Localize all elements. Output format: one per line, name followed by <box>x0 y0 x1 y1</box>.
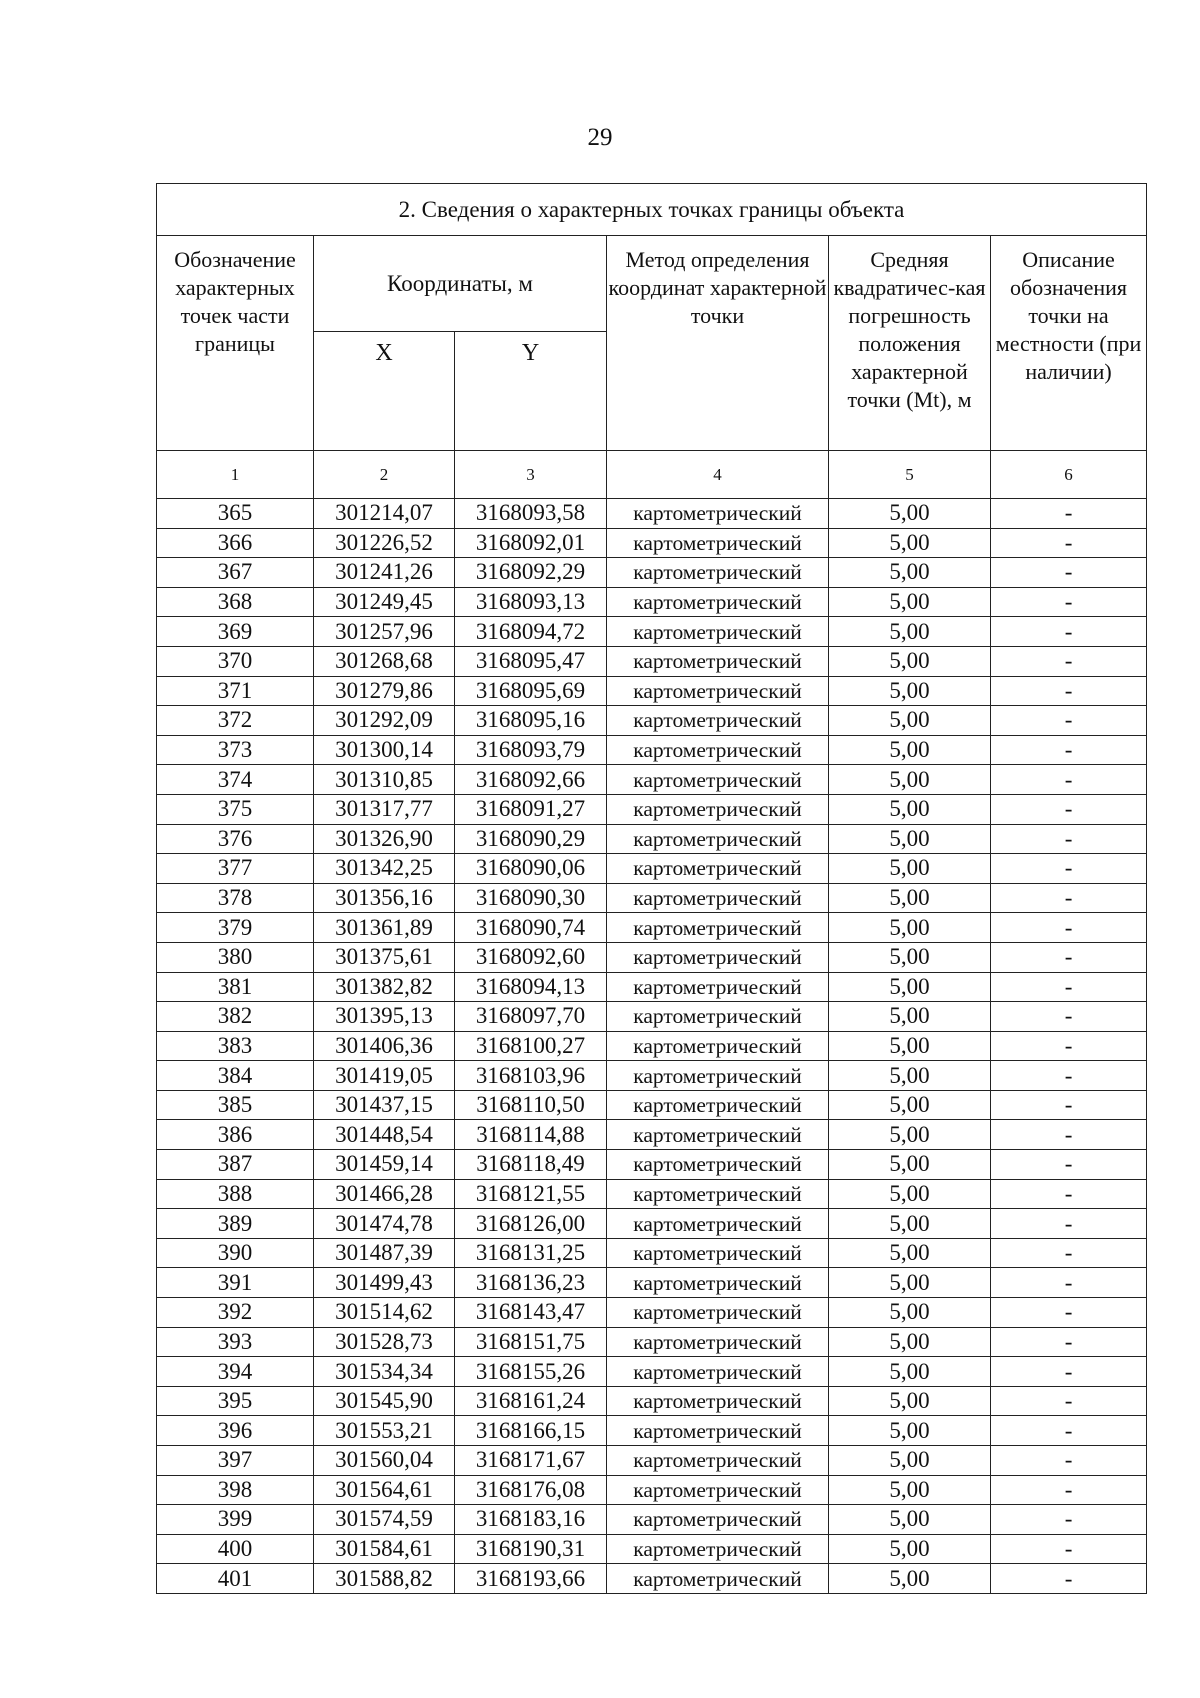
error-cell: 5,00 <box>829 1505 991 1535</box>
coord-y-cell: 3168093,58 <box>455 499 607 529</box>
coord-x-cell: 301528,73 <box>314 1327 455 1357</box>
point-id-cell: 377 <box>157 854 314 884</box>
error-cell: 5,00 <box>829 1534 991 1564</box>
error-cell: 5,00 <box>829 883 991 913</box>
point-id-cell: 384 <box>157 1061 314 1091</box>
method-cell: картометрический <box>607 1505 829 1535</box>
description-cell: - <box>991 1061 1147 1091</box>
method-cell: картометрический <box>607 1238 829 1268</box>
description-cell: - <box>991 1209 1147 1239</box>
error-cell: 5,00 <box>829 735 991 765</box>
coord-x-cell: 301406,36 <box>314 1031 455 1061</box>
point-id-cell: 395 <box>157 1386 314 1416</box>
error-cell: 5,00 <box>829 1298 991 1328</box>
table-row <box>157 1120 1147 1150</box>
coord-x-cell: 301342,25 <box>314 854 455 884</box>
error-cell: 5,00 <box>829 499 991 529</box>
error-cell: 5,00 <box>829 646 991 676</box>
table-row <box>157 735 1147 765</box>
description-cell: - <box>991 1179 1147 1209</box>
coord-y-cell: 3168151,75 <box>455 1327 607 1357</box>
point-id-cell: 370 <box>157 646 314 676</box>
error-cell: 5,00 <box>829 765 991 795</box>
header-coordinates: Координаты, м <box>314 236 607 332</box>
coord-x-cell: 301226,52 <box>314 528 455 558</box>
method-cell: картометрический <box>607 1268 829 1298</box>
coord-x-cell: 301300,14 <box>314 735 455 765</box>
table-row <box>157 1150 1147 1180</box>
method-cell: картометрический <box>607 1534 829 1564</box>
method-cell: картометрический <box>607 1357 829 1387</box>
error-cell: 5,00 <box>829 1416 991 1446</box>
description-cell: - <box>991 1298 1147 1328</box>
column-number: 6 <box>991 451 1147 499</box>
coord-x-cell: 301268,68 <box>314 646 455 676</box>
point-id-cell: 383 <box>157 1031 314 1061</box>
coord-y-cell: 3168131,25 <box>455 1238 607 1268</box>
point-id-cell: 396 <box>157 1416 314 1446</box>
method-cell: картометрический <box>607 1090 829 1120</box>
coord-y-cell: 3168091,27 <box>455 794 607 824</box>
method-cell: картометрический <box>607 1564 829 1594</box>
column-number: 1 <box>157 451 314 499</box>
coord-x-cell: 301361,89 <box>314 913 455 943</box>
error-cell: 5,00 <box>829 1268 991 1298</box>
coord-y-cell: 3168092,66 <box>455 765 607 795</box>
coord-x-cell: 301545,90 <box>314 1386 455 1416</box>
method-cell: картометрический <box>607 794 829 824</box>
table-row <box>157 942 1147 972</box>
header-method: Метод определения координат характерной точки <box>607 236 829 451</box>
table-row <box>157 1357 1147 1387</box>
coord-x-cell: 301564,61 <box>314 1475 455 1505</box>
table-row <box>157 1386 1147 1416</box>
error-cell: 5,00 <box>829 794 991 824</box>
coord-y-cell: 3168155,26 <box>455 1357 607 1387</box>
table-row <box>157 1534 1147 1564</box>
coord-x-cell: 301459,14 <box>314 1150 455 1180</box>
error-cell: 5,00 <box>829 1475 991 1505</box>
description-cell: - <box>991 528 1147 558</box>
method-cell: картометрический <box>607 1061 829 1091</box>
description-cell: - <box>991 1268 1147 1298</box>
method-cell: картометрический <box>607 499 829 529</box>
table-row <box>157 646 1147 676</box>
table-row <box>157 1238 1147 1268</box>
point-id-cell: 366 <box>157 528 314 558</box>
method-cell: картометрический <box>607 1150 829 1180</box>
method-cell: картометрический <box>607 1031 829 1061</box>
description-cell: - <box>991 676 1147 706</box>
table-row <box>157 1505 1147 1535</box>
table-row <box>157 1416 1147 1446</box>
table-row <box>157 499 1147 529</box>
coord-y-cell: 3168092,60 <box>455 942 607 972</box>
coord-x-cell: 301466,28 <box>314 1179 455 1209</box>
point-id-cell: 371 <box>157 676 314 706</box>
error-cell: 5,00 <box>829 1327 991 1357</box>
coord-y-cell: 3168190,31 <box>455 1534 607 1564</box>
coord-x-cell: 301474,78 <box>314 1209 455 1239</box>
description-cell: - <box>991 1327 1147 1357</box>
coord-x-cell: 301279,86 <box>314 676 455 706</box>
coord-y-cell: 3168136,23 <box>455 1268 607 1298</box>
table-row <box>157 883 1147 913</box>
header-point-designation: Обозначение характерных точек части границы <box>157 236 314 451</box>
coord-y-cell: 3168092,29 <box>455 558 607 588</box>
table-body <box>157 499 1147 1594</box>
error-cell: 5,00 <box>829 1150 991 1180</box>
coord-y-cell: 3168183,16 <box>455 1505 607 1535</box>
table-row <box>157 972 1147 1002</box>
table-title-row <box>157 184 1147 236</box>
table-row <box>157 528 1147 558</box>
point-id-cell: 381 <box>157 972 314 1002</box>
point-id-cell: 398 <box>157 1475 314 1505</box>
description-cell: - <box>991 1031 1147 1061</box>
error-cell: 5,00 <box>829 1002 991 1032</box>
coord-y-cell: 3168094,72 <box>455 617 607 647</box>
coord-x-cell: 301574,59 <box>314 1505 455 1535</box>
header-x: X <box>314 332 455 451</box>
table-row <box>157 1002 1147 1032</box>
method-cell: картометрический <box>607 735 829 765</box>
description-cell: - <box>991 854 1147 884</box>
coord-x-cell: 301534,34 <box>314 1357 455 1387</box>
point-id-cell: 397 <box>157 1446 314 1476</box>
description-cell: - <box>991 972 1147 1002</box>
method-cell: картометрический <box>607 1209 829 1239</box>
description-cell: - <box>991 824 1147 854</box>
description-cell: - <box>991 1150 1147 1180</box>
table-row <box>157 676 1147 706</box>
point-id-cell: 390 <box>157 1238 314 1268</box>
coord-y-cell: 3168114,88 <box>455 1120 607 1150</box>
coord-x-cell: 301588,82 <box>314 1564 455 1594</box>
coord-y-cell: 3168161,24 <box>455 1386 607 1416</box>
coord-x-cell: 301356,16 <box>314 883 455 913</box>
header-error: Средняя квадратичес-кая погрешность положения характерной точки (Mt), м <box>829 236 991 451</box>
coord-y-cell: 3168171,67 <box>455 1446 607 1476</box>
method-cell: картометрический <box>607 942 829 972</box>
point-id-cell: 376 <box>157 824 314 854</box>
error-cell: 5,00 <box>829 587 991 617</box>
coord-x-cell: 301257,96 <box>314 617 455 647</box>
description-cell: - <box>991 735 1147 765</box>
point-id-cell: 369 <box>157 617 314 647</box>
coord-x-cell: 301382,82 <box>314 972 455 1002</box>
table-row <box>157 765 1147 795</box>
description-cell: - <box>991 913 1147 943</box>
point-id-cell: 378 <box>157 883 314 913</box>
description-cell: - <box>991 1505 1147 1535</box>
table-row <box>157 913 1147 943</box>
coord-x-cell: 301487,39 <box>314 1238 455 1268</box>
method-cell: картометрический <box>607 765 829 795</box>
point-id-cell: 400 <box>157 1534 314 1564</box>
coord-x-cell: 301419,05 <box>314 1061 455 1091</box>
coord-x-cell: 301317,77 <box>314 794 455 824</box>
table-row <box>157 617 1147 647</box>
coord-y-cell: 3168092,01 <box>455 528 607 558</box>
point-id-cell: 385 <box>157 1090 314 1120</box>
table-row <box>157 1446 1147 1476</box>
point-id-cell: 401 <box>157 1564 314 1594</box>
error-cell: 5,00 <box>829 824 991 854</box>
method-cell: картометрический <box>607 1002 829 1032</box>
table-row <box>157 706 1147 736</box>
coord-y-cell: 3168126,00 <box>455 1209 607 1239</box>
method-cell: картометрический <box>607 676 829 706</box>
error-cell: 5,00 <box>829 942 991 972</box>
description-cell: - <box>991 1238 1147 1268</box>
description-cell: - <box>991 794 1147 824</box>
method-cell: картометрический <box>607 1298 829 1328</box>
table-row <box>157 1209 1147 1239</box>
point-id-cell: 368 <box>157 587 314 617</box>
method-cell: картометрический <box>607 646 829 676</box>
point-id-cell: 388 <box>157 1179 314 1209</box>
method-cell: картометрический <box>607 558 829 588</box>
error-cell: 5,00 <box>829 706 991 736</box>
coord-y-cell: 3168166,15 <box>455 1416 607 1446</box>
error-cell: 5,00 <box>829 1564 991 1594</box>
method-cell: картометрический <box>607 587 829 617</box>
error-cell: 5,00 <box>829 676 991 706</box>
coord-y-cell: 3168090,06 <box>455 854 607 884</box>
description-cell: - <box>991 587 1147 617</box>
method-cell: картометрический <box>607 617 829 647</box>
error-cell: 5,00 <box>829 972 991 1002</box>
error-cell: 5,00 <box>829 1209 991 1239</box>
table-row <box>157 1298 1147 1328</box>
description-cell: - <box>991 1002 1147 1032</box>
boundary-points-table <box>156 183 1147 1594</box>
error-cell: 5,00 <box>829 1120 991 1150</box>
coord-y-cell: 3168176,08 <box>455 1475 607 1505</box>
method-cell: картометрический <box>607 824 829 854</box>
coord-x-cell: 301448,54 <box>314 1120 455 1150</box>
description-cell: - <box>991 1386 1147 1416</box>
table-row <box>157 1268 1147 1298</box>
method-cell: картометрический <box>607 1386 829 1416</box>
coord-y-cell: 3168090,30 <box>455 883 607 913</box>
table-row <box>157 1179 1147 1209</box>
table-row <box>157 1327 1147 1357</box>
coord-x-cell: 301553,21 <box>314 1416 455 1446</box>
point-id-cell: 391 <box>157 1268 314 1298</box>
error-cell: 5,00 <box>829 1446 991 1476</box>
coord-x-cell: 301584,61 <box>314 1534 455 1564</box>
point-id-cell: 367 <box>157 558 314 588</box>
description-cell: - <box>991 499 1147 529</box>
coord-y-cell: 3168093,79 <box>455 735 607 765</box>
method-cell: картометрический <box>607 706 829 736</box>
coord-y-cell: 3168143,47 <box>455 1298 607 1328</box>
table-title: 2. Сведения о характерных точках границы объекта <box>157 184 1147 236</box>
table-row <box>157 794 1147 824</box>
coord-y-cell: 3168093,13 <box>455 587 607 617</box>
column-number: 5 <box>829 451 991 499</box>
coord-y-cell: 3168103,96 <box>455 1061 607 1091</box>
header-y: Y <box>455 332 607 451</box>
coord-x-cell: 301241,26 <box>314 558 455 588</box>
description-cell: - <box>991 765 1147 795</box>
coord-y-cell: 3168090,29 <box>455 824 607 854</box>
error-cell: 5,00 <box>829 528 991 558</box>
column-numbers-row <box>157 451 1147 499</box>
coord-y-cell: 3168095,69 <box>455 676 607 706</box>
coord-x-cell: 301310,85 <box>314 765 455 795</box>
error-cell: 5,00 <box>829 1357 991 1387</box>
coord-x-cell: 301292,09 <box>314 706 455 736</box>
point-id-cell: 372 <box>157 706 314 736</box>
description-cell: - <box>991 883 1147 913</box>
coord-y-cell: 3168193,66 <box>455 1564 607 1594</box>
description-cell: - <box>991 1416 1147 1446</box>
table-row <box>157 1090 1147 1120</box>
description-cell: - <box>991 558 1147 588</box>
description-cell: - <box>991 1090 1147 1120</box>
coord-x-cell: 301499,43 <box>314 1268 455 1298</box>
error-cell: 5,00 <box>829 558 991 588</box>
header-description: Описание обозначения точки на местности (при наличии) <box>991 236 1147 451</box>
method-cell: картометрический <box>607 1327 829 1357</box>
coord-x-cell: 301560,04 <box>314 1446 455 1476</box>
coord-x-cell: 301249,45 <box>314 587 455 617</box>
table-row <box>157 587 1147 617</box>
description-cell: - <box>991 1120 1147 1150</box>
description-cell: - <box>991 942 1147 972</box>
description-cell: - <box>991 1534 1147 1564</box>
description-cell: - <box>991 617 1147 647</box>
method-cell: картометрический <box>607 528 829 558</box>
method-cell: картометрический <box>607 1179 829 1209</box>
coord-x-cell: 301437,15 <box>314 1090 455 1120</box>
error-cell: 5,00 <box>829 913 991 943</box>
point-id-cell: 389 <box>157 1209 314 1239</box>
error-cell: 5,00 <box>829 854 991 884</box>
table-row <box>157 1475 1147 1505</box>
method-cell: картометрический <box>607 972 829 1002</box>
coord-y-cell: 3168121,55 <box>455 1179 607 1209</box>
coord-y-cell: 3168097,70 <box>455 1002 607 1032</box>
point-id-cell: 392 <box>157 1298 314 1328</box>
page-number: 29 <box>587 124 613 151</box>
column-number: 2 <box>314 451 455 499</box>
method-cell: картометрический <box>607 883 829 913</box>
coord-x-cell: 301514,62 <box>314 1298 455 1328</box>
description-cell: - <box>991 1475 1147 1505</box>
table-row <box>157 1031 1147 1061</box>
point-id-cell: 365 <box>157 499 314 529</box>
point-id-cell: 380 <box>157 942 314 972</box>
point-id-cell: 387 <box>157 1150 314 1180</box>
coord-x-cell: 301395,13 <box>314 1002 455 1032</box>
point-id-cell: 393 <box>157 1327 314 1357</box>
table-row <box>157 854 1147 884</box>
error-cell: 5,00 <box>829 1386 991 1416</box>
point-id-cell: 379 <box>157 913 314 943</box>
method-cell: картометрический <box>607 1120 829 1150</box>
point-id-cell: 374 <box>157 765 314 795</box>
coord-x-cell: 301214,07 <box>314 499 455 529</box>
error-cell: 5,00 <box>829 1031 991 1061</box>
error-cell: 5,00 <box>829 1061 991 1091</box>
coord-x-cell: 301375,61 <box>314 942 455 972</box>
coord-y-cell: 3168118,49 <box>455 1150 607 1180</box>
table-row <box>157 1061 1147 1091</box>
coord-y-cell: 3168090,74 <box>455 913 607 943</box>
coord-y-cell: 3168095,16 <box>455 706 607 736</box>
point-id-cell: 382 <box>157 1002 314 1032</box>
error-cell: 5,00 <box>829 1090 991 1120</box>
description-cell: - <box>991 1357 1147 1387</box>
error-cell: 5,00 <box>829 1179 991 1209</box>
table-row <box>157 824 1147 854</box>
coord-y-cell: 3168100,27 <box>455 1031 607 1061</box>
table-row <box>157 1564 1147 1594</box>
table-row <box>157 558 1147 588</box>
coord-y-cell: 3168094,13 <box>455 972 607 1002</box>
header-row <box>157 236 1147 332</box>
point-id-cell: 399 <box>157 1505 314 1535</box>
description-cell: - <box>991 706 1147 736</box>
column-number: 4 <box>607 451 829 499</box>
point-id-cell: 375 <box>157 794 314 824</box>
method-cell: картометрический <box>607 854 829 884</box>
description-cell: - <box>991 1564 1147 1594</box>
error-cell: 5,00 <box>829 617 991 647</box>
coord-y-cell: 3168095,47 <box>455 646 607 676</box>
description-cell: - <box>991 1446 1147 1476</box>
error-cell: 5,00 <box>829 1238 991 1268</box>
description-cell: - <box>991 646 1147 676</box>
method-cell: картометрический <box>607 1475 829 1505</box>
coord-y-cell: 3168110,50 <box>455 1090 607 1120</box>
method-cell: картометрический <box>607 913 829 943</box>
method-cell: картометрический <box>607 1416 829 1446</box>
coord-x-cell: 301326,90 <box>314 824 455 854</box>
method-cell: картометрический <box>607 1446 829 1476</box>
point-id-cell: 386 <box>157 1120 314 1150</box>
point-id-cell: 394 <box>157 1357 314 1387</box>
point-id-cell: 373 <box>157 735 314 765</box>
column-number: 3 <box>455 451 607 499</box>
